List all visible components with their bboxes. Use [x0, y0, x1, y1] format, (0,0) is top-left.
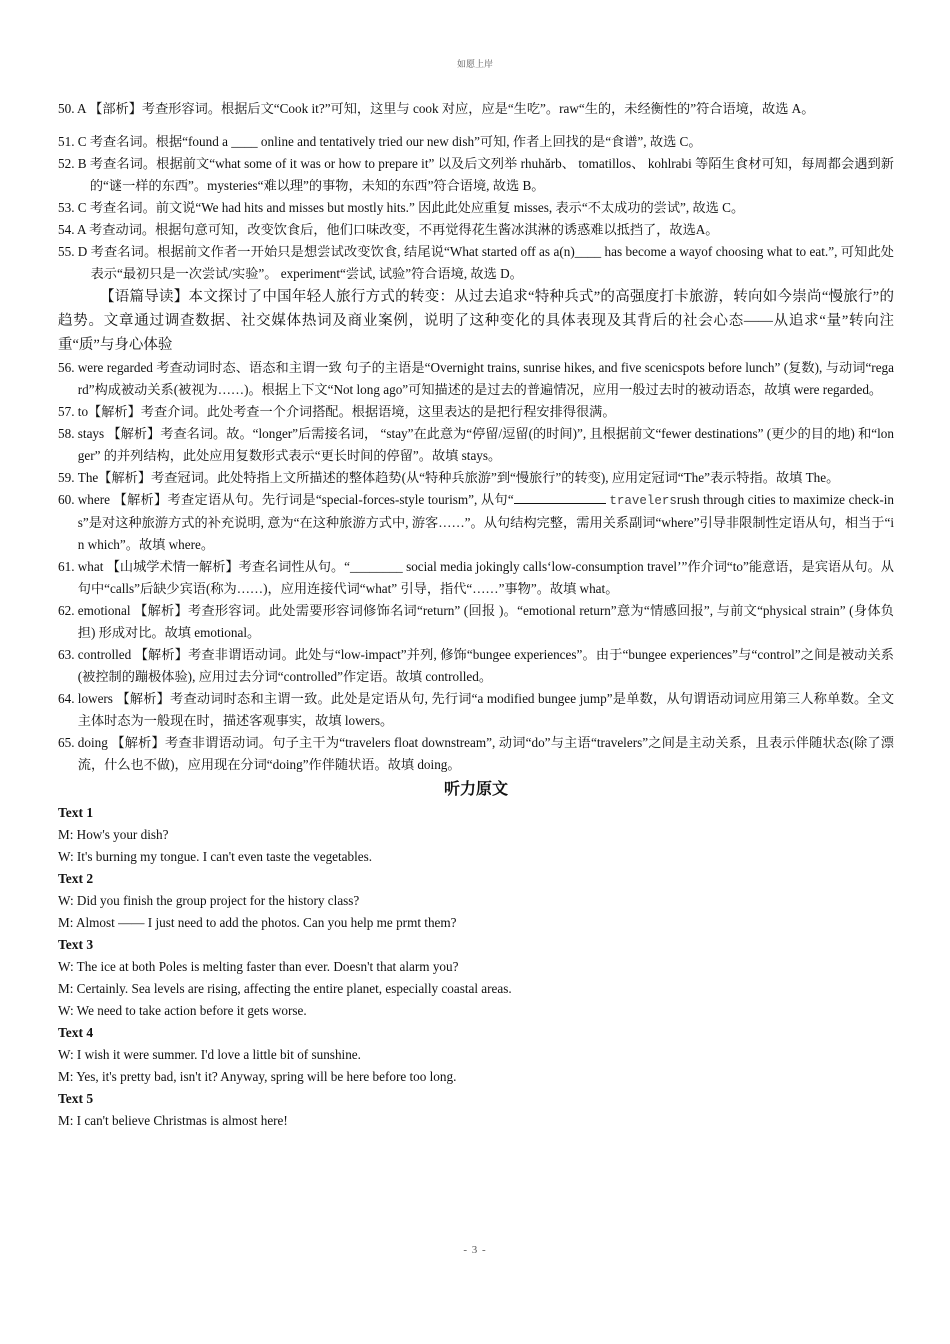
text-label: Text 5 [58, 1091, 94, 1106]
answers-part-a [58, 98, 894, 285]
dialog-line: W: I wish it were summer. I'd love a little bit of sunshine. [58, 1047, 361, 1062]
page-number: - 3 - [463, 1244, 487, 1256]
text-label: Text 3 [58, 937, 94, 952]
dialog-line: M: I can't believe Christmas is almost here! [58, 1113, 288, 1128]
dialog-line: W: It's burning my tongue. I can't even taste the vegetables. [58, 849, 373, 864]
text-label: Text 2 [58, 871, 94, 886]
answer-item-55: 55. D 考查名词。根据前文作者一开始只是想尝试改变饮食, 结尾说“What started off as a(n)____ has become a wayof choosing what to eat.”, 可知此处表示“最初只是一次尝试/实验”。 experiment“尝试, 试验”符合语境, 故选 D。 [58, 244, 894, 281]
page-content [58, 98, 894, 1132]
answer-item-57: 57. to【解析】考查介词。此处考查一个介词搭配。根据语境，这里表达的是把行程安排得很满。 [58, 404, 616, 419]
text-label: Text 4 [58, 1025, 94, 1040]
answer-item-50: 50. A 【部析】考查形容词。根据后文“Cook it?”可知，这里与 cook 对应，应是“生吃”。raw“生的，未经衡性的”符合语境，故选 A。 [58, 101, 815, 116]
answer-item-62: 62. emotional 【解析】考查形容词。此处需要形容词修饰名词“return” (回报 )。“emotional return”意为“情感回报”, 与前文“physical strain” (身体负担) 形成对比。故填 emotional。 [58, 603, 894, 640]
answer-item-61: 61. what 【山城学术情一解析】考查名词性从句。“________ social media jokingly calls‘low-consumption travel’”作介词“to”能意语，是宾语从句。从句中“calls”后缺少宾语(称为……)，应用连接代词“what” 引导，指代“……”事物”。故填 what。 [58, 559, 894, 596]
answer-item-54: 54. A 考查动词。根据句意可知，改变饮食后，他们口味改变，不再觉得花生酱冰淇淋的诱惑难以抵挡了，故选A。 [58, 222, 719, 237]
answer-item-64: 64. lowers 【解析】考查动词时态和主谓一致。此处是定语从句, 先行词“a modified bungee jump”是单数，从句谓语动词应用第三人称单数。全文主体时态为一般现在时，描述客观事实，故填 lowers。 [58, 691, 894, 728]
dialog-line: W: Did you finish the group project for the history class? [58, 893, 360, 908]
answer-item-60: 60. where 【解析】考查定语从句。先行词是“special-forces-style tourism”, 从句“ travelersrush through cities to maximize check-ins”是对这种旅游方式的补充说明, 意为“在这种旅游方式中, 游客……”。从句结构完整，需用关系副词“where”引导非限制性定语从句，相当于“in which”。故填 where。 [58, 492, 895, 552]
dialog-line: W: We need to take action before it gets worse. [58, 1003, 307, 1018]
dialog-line: M: Almost —— I just need to add the photos. Can you help me prmt them? [58, 915, 457, 930]
answer-item-65: 65. doing 【解析】考查非谓语动词。句子主干为“travelers float downstream”, 动词“do”与主语“travelers”之间是主动关系，且表示伴随状态(除了漂流，什么也不做)，应用现在分词“doing”作伴随状语。故填 doing。 [58, 735, 894, 772]
dialog-line: M: Certainly. Sea levels are rising, affecting the entire planet, especially coastal areas. [58, 981, 512, 996]
answers-part-b [58, 357, 894, 776]
answer-item-63: 63. controlled 【解析】考查非谓语动词。此处与“low-impact”并列, 修饰“bungee experiences”。由于“bungee experiences”与“control”之间是被动关系(被控制的蹦极体验), 应用过去分词“controlled”作定语。故填 controlled。 [58, 647, 894, 684]
listening-transcript [58, 802, 894, 1132]
answer-item-59: 59. The【解析】考查冠词。此处特指上文所描述的整体趋势(从“特种兵旅游”到“慢旅行”的转变), 应用定冠词“The”表示特指。故填 The。 [58, 470, 840, 485]
dialog-line: M: How's your dish? [58, 827, 169, 842]
dialog-line: W: The ice at both Poles is melting faster than ever. Doesn't that alarm you? [58, 959, 459, 974]
fill-blank [514, 490, 606, 504]
answer-item-52: 52. B 考查名词。根据前文“what some of it was or how to prepare it” 以及后文列举 rhuhărb、 tomatillos、 kohlrabi 等陌生食材可知，每周都会遇到新的“谜一样的东西”。mysteries“难以理”的事物，未知的东西”符合语境, 故选 B。 [58, 156, 894, 193]
answer-item-56: 56. were regarded 考查动词时态、语态和主谓一致 句子的主语是“Overnight trains, sunrise hikes, and five scenicspots before lunch” (复数), 与动词“regard”构成被动关系(被视为……)。根据上下文“Not long ago”可知描述的是过去的普遍情况，应用一般过去时的被动语态，故填 were regarded。 [58, 360, 895, 397]
answer-item-53: 53. C 考查名词。前文说“We had hits and misses but mostly hits.” 因此此处应重复 misses, 表示“不太成功的尝试”, 故选 C。 [58, 200, 745, 215]
passage-guide: 【语篇导读】本文探讨了中国年轻人旅行方式的转变：从过去追求“特种兵式”的高强度打卡旅游，转向如今崇尚“慢旅行”的趋势。文章通过调查数据、社交媒体热词及商业案例，说明了这种变化的具体表现及其背后的社会心态——从追求“量”转向注重“质”与身心体验 [58, 289, 894, 353]
answer-item-58: 58. stays 【解析】考查名词。故。“longer”后需接名词， “stay”在此意为“停留/逗留(的时间)”, 且根据前文“fewer destinations” (更少的目的地) 和“longer” 的并列结构，此处应用复数形式表示“更长时间的停留”。故填 stays。 [58, 426, 894, 463]
listening-title: 听力原文 [443, 779, 508, 798]
text-label: Text 1 [58, 805, 94, 820]
answer-item-51: 51. C 考查名词。根据“found a ____ online and tentatively tried our new dish”可知, 作者上回找的是“食谱”, 故选 C。 [58, 134, 702, 149]
page-header: 如愿上岸 [456, 59, 493, 69]
dialog-line: M: Yes, it's pretty bad, isn't it? Anyway, spring will be here before too long. [58, 1069, 457, 1084]
